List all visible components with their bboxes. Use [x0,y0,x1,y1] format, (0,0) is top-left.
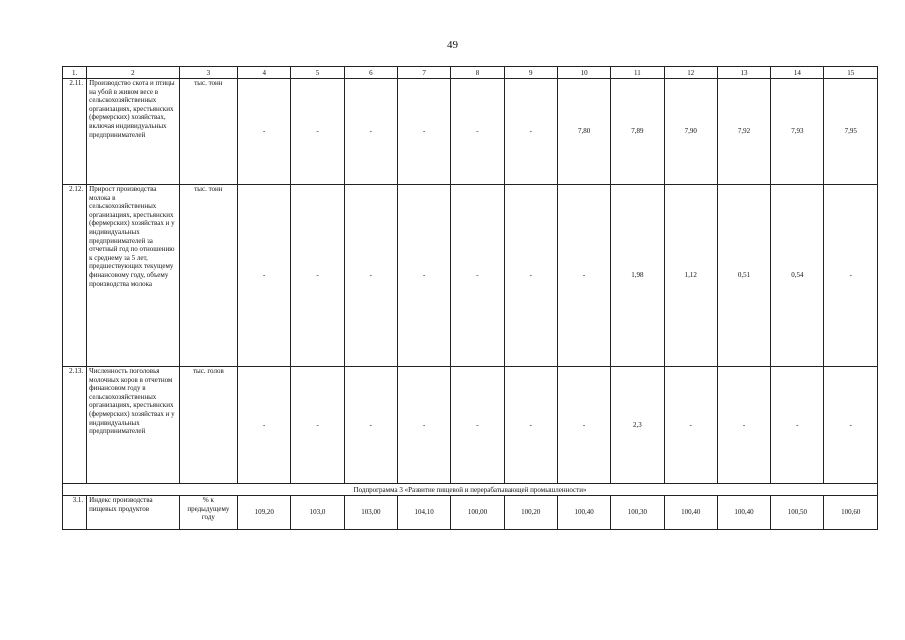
value-cell: - [291,185,344,367]
value-cell: 0,54 [771,185,824,367]
value-cell: - [397,185,450,367]
value-cell: 104,10 [397,496,450,530]
value-cell: 7,89 [611,79,664,185]
value-cell: 100,30 [611,496,664,530]
indicators-table [62,66,878,530]
section-title: Подпрограмма 3 «Развитие пищевой и перерабатывающей промышленности» [63,484,878,496]
value-cell: 100,00 [451,496,504,530]
value-cell: - [504,367,557,484]
value-cell: - [824,185,878,367]
value-cell: - [238,185,291,367]
value-cell: - [344,367,397,484]
table-row [63,367,878,484]
value-cell: - [344,185,397,367]
value-cell: 103,0 [291,496,344,530]
row-number: 2.13. [63,367,87,484]
column-header: 8 [451,67,504,79]
indicator-name: Индекс производства пищевых продуктов [87,496,180,530]
value-cell: - [397,79,450,185]
value-cell: 7,90 [664,79,717,185]
column-header: 9 [504,67,557,79]
value-cell: - [238,367,291,484]
table-row [63,79,878,185]
value-cell: 109,20 [238,496,291,530]
unit-cell: тыс. голов [179,367,237,484]
column-header: 5 [291,67,344,79]
value-cell: - [291,367,344,484]
value-cell: - [451,185,504,367]
row-number: 3.1. [63,496,87,530]
value-cell: 2,3 [611,367,664,484]
value-cell: 103,00 [344,496,397,530]
section-row [63,484,878,496]
value-cell: - [771,367,824,484]
value-cell: - [291,79,344,185]
column-header: 2 [87,67,180,79]
table-header-row [63,67,878,79]
column-header: 10 [557,67,610,79]
value-cell: 7,93 [771,79,824,185]
value-cell: - [451,79,504,185]
row-number: 2.12. [63,185,87,367]
value-cell: 7,95 [824,79,878,185]
value-cell: 7,80 [557,79,610,185]
column-header: 15 [824,67,878,79]
unit-cell: % к предыдущему году [179,496,237,530]
value-cell: 1,98 [611,185,664,367]
value-cell: - [344,79,397,185]
column-header: 12 [664,67,717,79]
value-cell: 100,40 [664,496,717,530]
value-cell: 100,60 [824,496,878,530]
indicator-name: Численность поголовья молочных коров в отчетном финансовом году в сельскохозяйственных организациях, крестьянских (фермерских) хозяйствах и у индивидуальных предпринимателей [87,367,180,484]
value-cell: - [397,367,450,484]
value-cell: - [717,367,770,484]
value-cell: 100,40 [557,496,610,530]
value-cell: 100,20 [504,496,557,530]
value-cell: 7,92 [717,79,770,185]
value-cell: - [238,79,291,185]
table-row [63,185,878,367]
table-row [63,496,878,530]
column-header: 3 [179,67,237,79]
column-header: 4 [238,67,291,79]
column-header: 13 [717,67,770,79]
unit-cell: тыс. тонн [179,185,237,367]
column-header: 14 [771,67,824,79]
row-number: 2.11. [63,79,87,185]
value-cell: 100,50 [771,496,824,530]
value-cell: - [664,367,717,484]
column-header: 1. [63,67,87,79]
value-cell: 0,51 [717,185,770,367]
value-cell: - [557,185,610,367]
value-cell: 100,40 [717,496,770,530]
column-header: 6 [344,67,397,79]
indicator-name: Прирост производства молока в сельскохозяйственных организациях, крестьянских (фермерских) хозяйствах и у индивидуальных предпринимателей за отчетный год по отношению к среднему за 5 лет, предшествующих текущему финансовому году, объему производства молока [87,185,180,367]
page-number: 49 [447,39,458,51]
value-cell: - [504,185,557,367]
value-cell: - [451,367,504,484]
column-header: 7 [397,67,450,79]
value-cell: 1,12 [664,185,717,367]
unit-cell: тыс. тонн [179,79,237,185]
column-header: 11 [611,67,664,79]
value-cell: - [824,367,878,484]
indicator-name: Производство скота и птицы на убой в живом весе в сельскохозяйственных организациях, крестьянских (фермерских) хозяйствах, включая индивидуальных предпринимателей [87,79,180,185]
value-cell: - [504,79,557,185]
value-cell: - [557,367,610,484]
